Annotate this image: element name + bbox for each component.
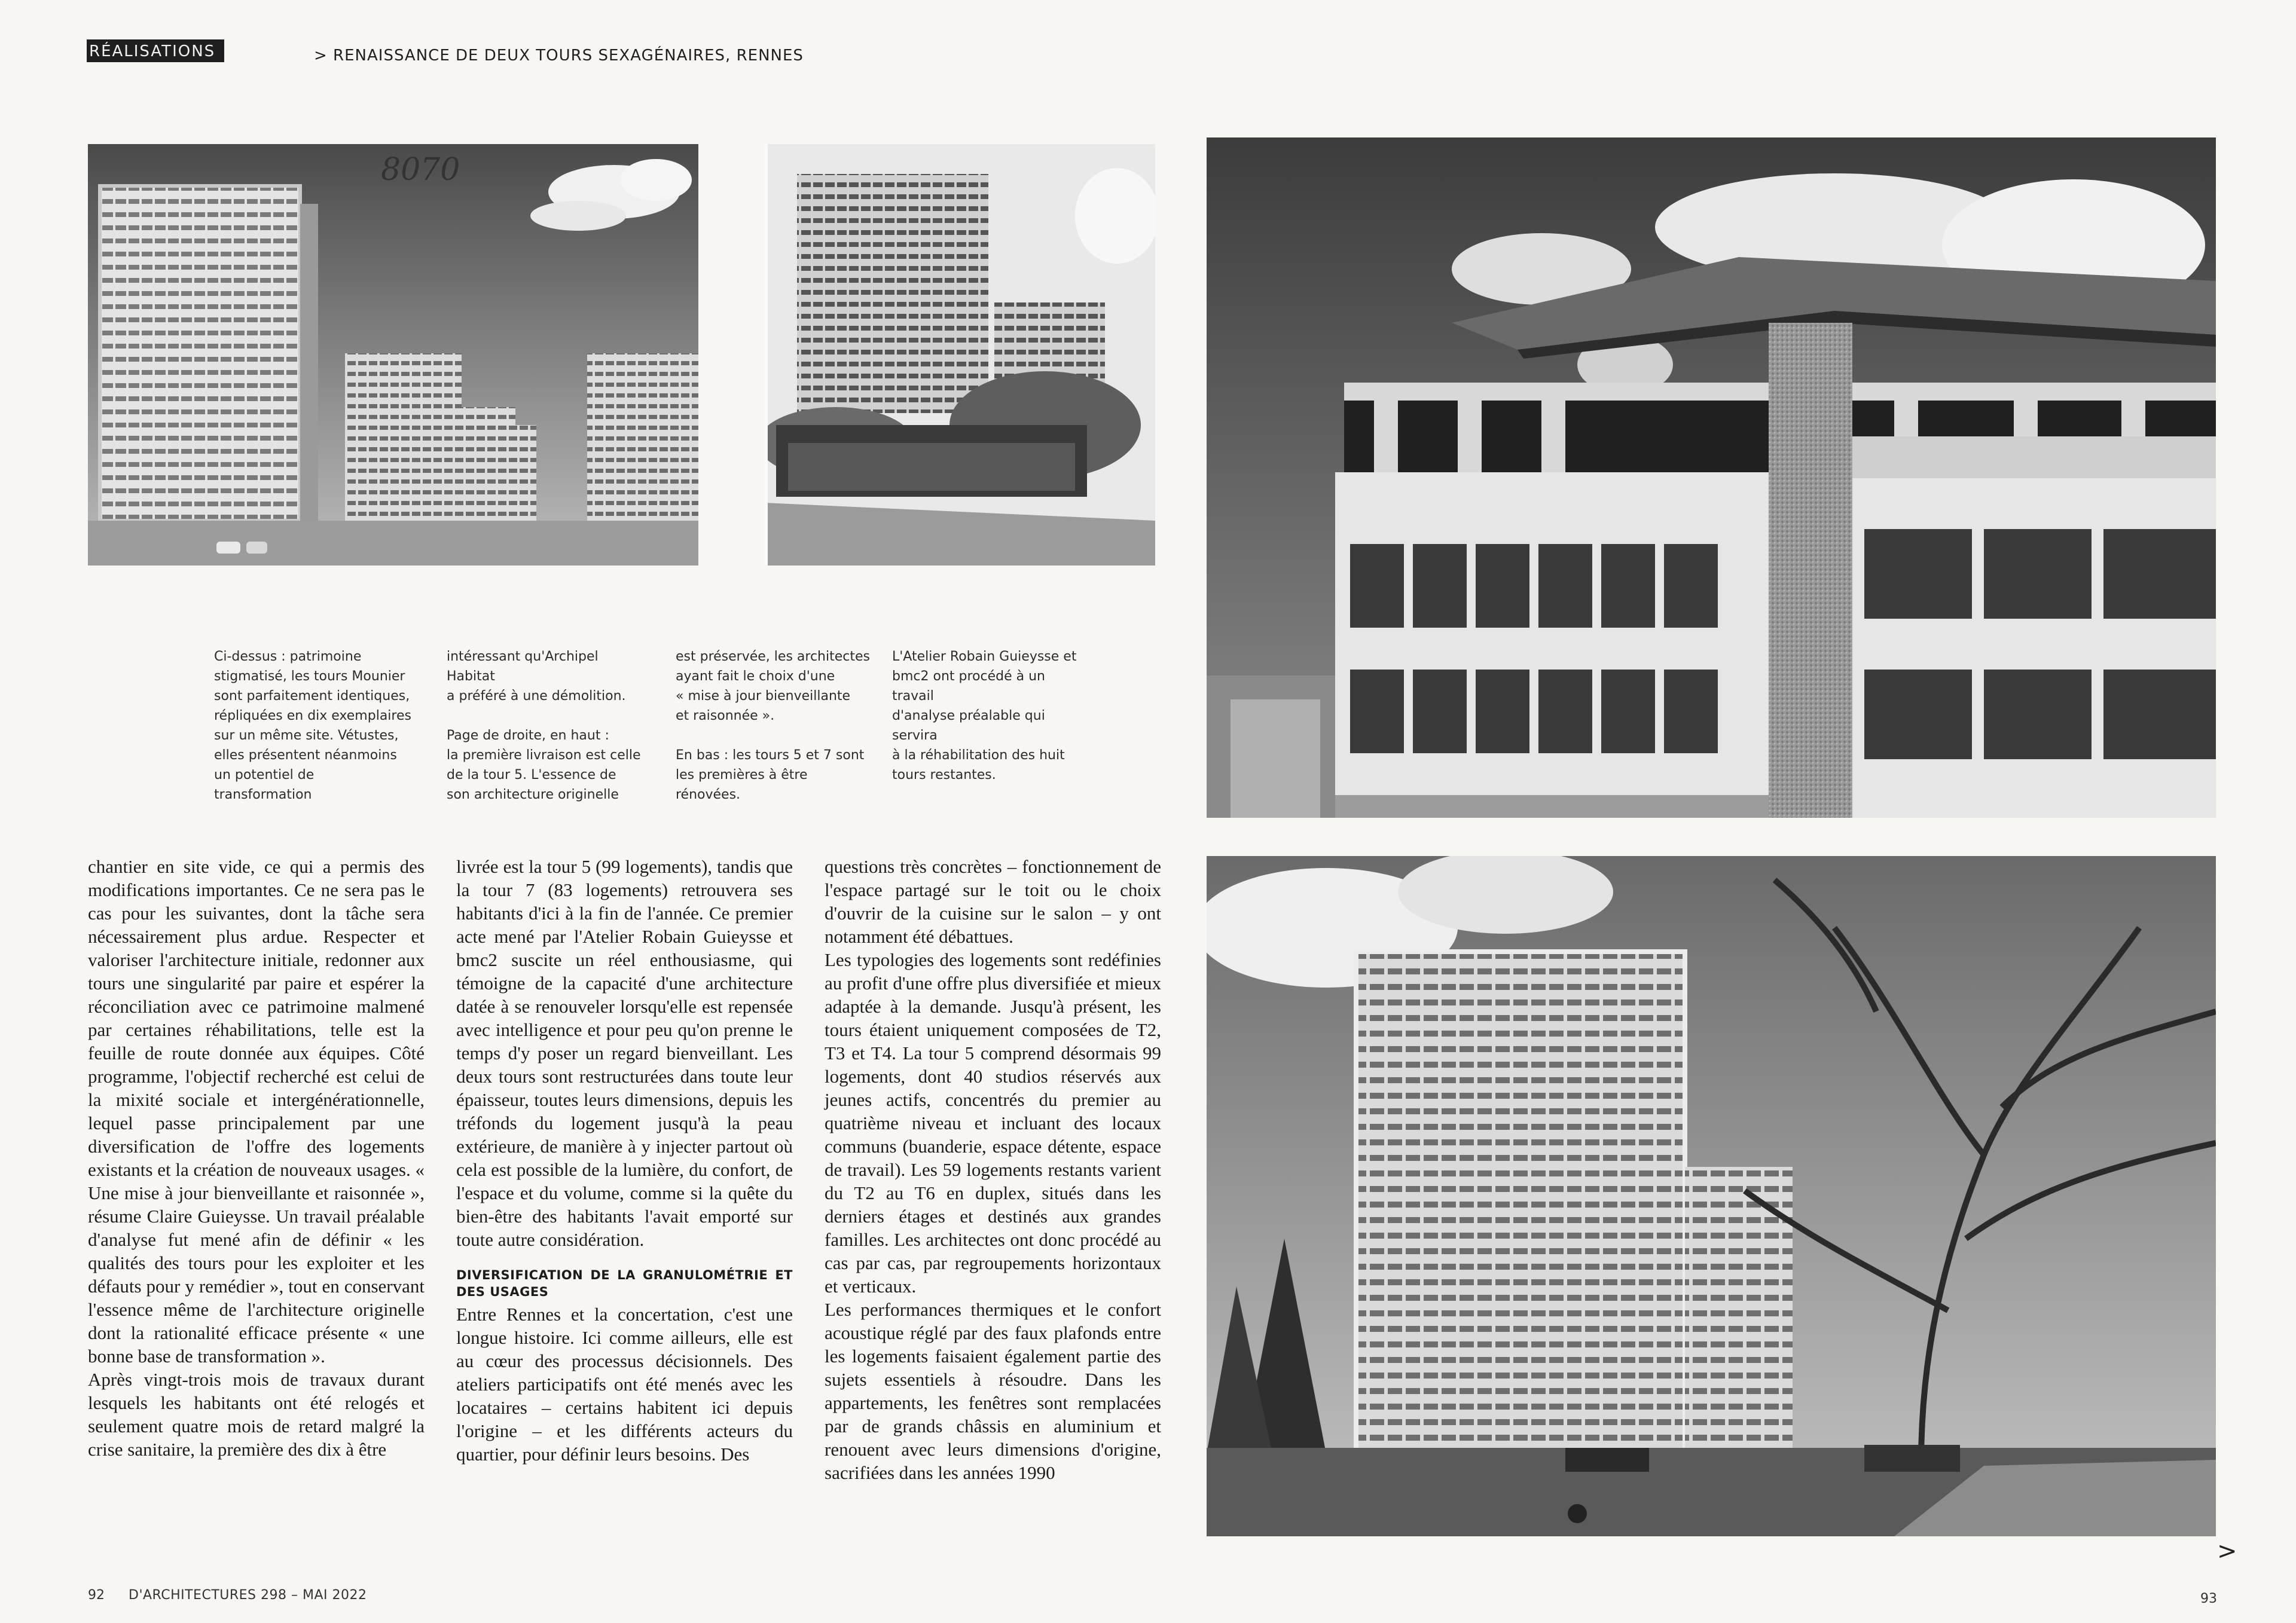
caption-2: intéressant qu'Archipel Habitat a préféré à une démolition. Page de droite, en haut : la première livraison est celle de la tour 5. L'essence de son architecture originelle <box>447 649 641 802</box>
body-column-1 <box>88 855 425 1461</box>
caption-4: L'Atelier Robain Guieysse et bmc2 ont procédé à un travail d'analyse préalable qui servira à la réhabilitation des huit tours restantes. <box>892 649 1077 783</box>
magazine-issue: D'ARCHITECTURES 298 – MAI 2022 <box>129 1588 367 1603</box>
renovated-tower-top-photo <box>1207 137 2216 818</box>
body-paragraph: livrée est la tour 5 (99 logements), tandis que la tour 7 (83 logements) retrouvera ses habitants d'ici à la fin de l'année. Ce premier acte mené par l'Atelier Robain Guieysse et bmc2 suscite un réel enthousiasme, qui témoigne de la capacité d'une architecture datée à se renouveler lorsqu'elle est repensée avec intelligence et pour peu qu'on prenne le temps d'y poser un regard bienveillant. Les deux tours sont restructurées dans toute leur épaisseur, toutes leurs dimensions, depuis les tréfonds du logement jusqu'à la peau extérieure, de manière à y injecter partout où cela est possible de la lumière, du confort, de l'espace et du volume, comme si la quête du bien-être des habitants l'avait emporté sur toute autre considération. <box>456 856 793 1250</box>
section-tag: RÉALISATIONS <box>87 39 224 62</box>
towers-pergola-photo <box>764 144 1155 566</box>
body-paragraph: Après vingt-trois mois de travaux durant lesquels les habitants ont été relogés et seulement quatre mois de retard malgré la crise sanitaire, la première des dix à être <box>88 1369 425 1460</box>
body-paragraph: Entre Rennes et la concertation, c'est une longue histoire. Ici comme ailleurs, elle est au cœur des processus décisionnels. Des ateliers participatifs ont été menés avec les locataires – certains habitent ici depuis l'origine – et les différents acteurs du quartier, pour définir leurs besoins. Des <box>456 1304 793 1465</box>
left-page-number: 92 <box>88 1588 105 1603</box>
body-paragraph: Les typologies des logements sont redéfinies au profit d'une offre plus diversifiée et mieux adaptée à la demande. Jusqu'à présent, les tours étaient uniquement composées de T2, T3 et T4. La tour 5 comprend désormais 99 logements, dont 40 studios réservés aux jeunes actifs, concentrés du premier au quatrième niveau et incluant des locaux communs (buanderie, espace détente, espace de travail). Les 59 logements restants varient du T2 au T6 en duplex, situés dans les derniers étages et destinés aux grandes familles. Les architectes ont donc procédé au cas par cas, par regroupements horizontaux et verticaux. <box>825 949 1161 1297</box>
section-subheading: DIVERSIFICATION DE LA GRANULOMÉTRIE ET DES USAGES <box>456 1268 793 1299</box>
continue-arrow-icon: > <box>2217 1538 2237 1565</box>
street-towers-photo <box>1207 856 2216 1536</box>
caption-3: est préservée, les architectes ayant fait le choix d'une « mise à jour bienveillante et raisonnée ». En bas : les tours 5 et 7 sont les premières à être rénovées. <box>676 649 870 802</box>
handwritten-annotation: 8070 <box>381 152 460 188</box>
archival-towers-photo <box>88 144 698 566</box>
body-paragraph: chantier en site vide, ce qui a permis des modifications importantes. Ce ne sera pas le cas pour les suivantes, dont la tâche sera nécessairement plus ardue. Respecter et valoriser l'architecture initiale, redonner aux tours une singularité par paire et espérer la réconciliation avec ce patrimoine malmené par certaines réhabilitations, telle est la feuille de route donnée aux équipes. Côté programme, l'objectif recherché est celui de la mixité sociale et intergénérationnelle, lequel passe principalement par une diversification de l'offre des logements existants et la création de nouveaux usages. « Une mise à jour bienveillante et raisonnée », résume Claire Guieysse. Un travail préalable d'analyse fut mené afin de définir « les qualités des tours pour les exploiter et les défauts pour y remédier », tout en conservant l'essence même de l'architecture originelle dont la rationalité efficace présente « une bonne base de transformation ». <box>88 856 425 1367</box>
caption-1: Ci-dessus : patrimoine stigmatisé, les tours Mounier sont parfaitement identiques, répliquées en dix exemplaires sur un même site. Vétustes, elles présentent néanmoins un potentiel de transformation <box>214 649 411 802</box>
right-page-number: 93 <box>2200 1591 2217 1606</box>
body-paragraph: Les performances thermiques et le confort acoustique réglé par des faux plafonds entre les logements faisaient également partie des sujets essentiels à résoudre. Dans les appartements, les fenêtres sont remplacées par de grands châssis en aluminium et renouent avec leurs dimensions d'origine, sacrifiées dans les années 1990 <box>825 1299 1161 1483</box>
body-column-2 <box>456 855 793 1466</box>
body-paragraph: questions très concrètes – fonctionnement de l'espace partagé sur le toit ou le choix d'ouvrir de la cuisine sur le salon – y ont notamment été débattues. <box>825 856 1161 947</box>
running-title: > RENAISSANCE DE DEUX TOURS SEXAGÉNAIRES, RENNES <box>314 47 804 65</box>
body-column-3 <box>825 855 1161 1484</box>
